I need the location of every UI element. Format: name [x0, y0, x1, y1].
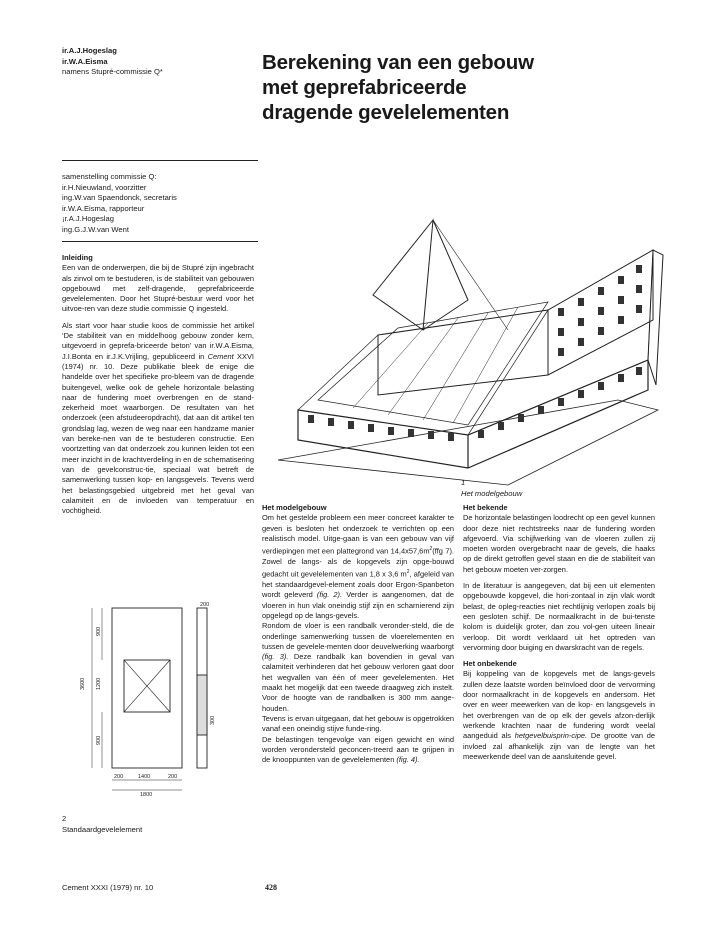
paragraph: Een van de onderwerpen, die bij de Stupré zijn ingebracht als zinvol om te bestuderen, is de stabiliteit van gebouwen opgebouwd met zelf-dragende, geprefabriceerde gevelelementen. Door het Stupré-bestuur werd voor het uitvoe-ren van deze studie commissie Q ingesteld.: [62, 263, 254, 314]
dim-total: 3600: [80, 677, 86, 690]
committee-line: ir.W.A.Eisma, rapporteur: [62, 203, 145, 213]
dim-h1: 900: [96, 626, 102, 636]
committee-line: samenstelling commissie Q:: [62, 172, 157, 181]
author-name: ir.W.A.Eisma: [62, 56, 108, 66]
section-heading: Het modelgebouw: [262, 503, 327, 512]
journal-footer: Cement XXXI (1979) nr. 10: [62, 883, 154, 892]
author-block: [62, 46, 163, 78]
title-line: dragende gevelelementen: [262, 101, 510, 124]
paragraph: De belastingen tengevolge van eigen gewicht en wind worden verondersteld geconcen-treerd aan te grijpen in de knooppunten van de gevelelementen (fig. 4).: [262, 734, 454, 765]
section-bekende-onbekende: [463, 503, 655, 768]
committee-line: ir.H.Nieuwland, voorzitter: [62, 182, 147, 192]
title-line: met geprefabriceerde: [262, 76, 467, 99]
committee-list: [62, 172, 177, 235]
dim-b1: 200: [114, 774, 124, 780]
section-modelgebouw: [262, 503, 454, 765]
figure-2-element-drawing: [62, 600, 252, 800]
section-heading: Inleiding: [62, 253, 93, 262]
paragraph: De horizontale belastingen loodrecht op een gevel kunnen door deze niet rechtstreeks naar de fundering worden afgevoerd. Via schijfwerking van de vloeren zullen zij moeten worden overgebracht naar de gevels, die haaks op de direkt getroffen gevel staan en die de stabiliteit van het gebouw moeten ver-zorgen.: [463, 513, 655, 574]
dim-h2: 1200: [96, 677, 102, 690]
authors-note: namens Stupré-commissie Q*: [62, 67, 163, 76]
figure-1-caption: [461, 478, 522, 499]
dim-top: 200: [200, 602, 210, 608]
figure-caption: Het modelgebouw: [461, 488, 523, 498]
divider: [62, 241, 258, 242]
author-name: ir.A.J.Hogeslag: [62, 46, 117, 55]
paragraph: In de literatuur is aangegeven, dat bij een uit elementen opgebouwde kopgevel, die hori-zontaal in zijn vlak wordt belast, de opleg-reacties niet rechtlijnig verlopen zoals bij een gesloten schijf. De normaalkracht in de bui-tenste kolom is duidelijk groter, dan zou vol-gen uiteen lineair verloop. Dit wordt verklaard uit het optreden van vervorming door buiging en dwarskracht van de regels.: [463, 581, 655, 652]
committee-line: ing.W.van Spaendonck, secretaris: [62, 193, 177, 202]
section-inleiding: [62, 253, 254, 522]
divider: [62, 160, 258, 161]
paragraph: Bij koppeling van de kopgevels met de langs-gevels zullen deze laatste worden beïnvloed door de vervorming door normaalkracht in de kopgevels en andersom. Het over en weer meewerken van de kop- en langsgevels in het overbrengen van de op elk der gevels afzon-derlijk werkende krachten naar de fundering wordt veelal aangeduid als hetgevelbuisprin-cipe. De grootte van de invloed zal afhankelijk zijn van de lengte van het meewerkende deel van de aansluitende gevel.: [463, 669, 655, 761]
dim-side: 300: [210, 715, 216, 725]
section-heading: Het bekende: [463, 503, 508, 512]
figure-number: 2: [62, 814, 67, 823]
dim-btot: 1800: [140, 792, 153, 798]
title-line: Berekening van een gebouw: [262, 51, 534, 74]
section-heading: Het onbekende: [463, 659, 517, 669]
figure-2-caption: [62, 814, 142, 835]
paragraph: Rondom de vloer is een randbalk veronder-steld, die de onderlinge samenwerking tussen de vloerelementen en tussen de gevelele-menten door deuvelwerking waarborgt (fig. 3). Deze randbalk kan bovendien in geval van calamiteit verhinderen dat het gebouw verloren gaat door het wegvallen van één of meer gevelelementen. Het maakt het mogelijk dat een tweede draagweg zich instelt. Voor de hoogte van de randbalken is 300 mm aange-houden.: [262, 621, 454, 713]
paragraph: Als start voor haar studie koos de commissie het artikel ‘De stabiliteit van en middelhoog gebouw zonder kern, uitgevoerd in geprefa-briceerde beton’ van ir.W.A.Eisma, J.I.Bonta en ir.J.K.Vrijling, gepubliceerd in Cement XXVI (1974) nr. 10. Deze publikatie bleek de enige die handelde over het specifieke pro-bleem van de dragende buitengevel, welke ook de gehele horizontale belasting naar de fundering moet overbrengen en de stand-zekerheid moet waarborgen. De resultaten van het onderzoek (een afstudeeropdracht), dat aan dit artikel ten grondslag lag, wezen de weg naar een handzame manier van bereke-nen van de te bestuderen constructie. Een voortzetting van dat onderzoek zou kunnen leiden tot een meer inzicht in de krachtverdeling in en de schematisering van de gevelconstruc-tie, speciaal wat betreft de samenwerking tussen kop- en langsgevels. Tevens werd het belastingsgebied uitgebreid met het geval van calamiteit en de invloeden van temperatuur en vochtigheid.: [62, 320, 255, 516]
figure-1-building-drawing: [258, 210, 678, 490]
dim-b2: 1400: [138, 774, 151, 780]
dim-h3: 900: [96, 735, 102, 745]
committee-line: ¡r.A.J.Hogeslag: [62, 214, 114, 223]
article-title: [262, 50, 682, 125]
paragraph: Tevens is ervan uitgegaan, dat het gebouw is opgetrokken vanaf een oneindig stijve funde-ring.: [262, 713, 454, 734]
paragraph: Om het gestelde probleem een meer concreet karakter te geven is besloten het onderzoek te verrichten op een realistisch model. Uitge-gaan is van een gebouw van vijf verdiepingen met een plattegrond van $14,4x57,6m^2(ffg$ 7). Zowel de langs- als de kopgevels zijn opge-bouwd gedacht uit gevelelementen van 1,8 x 3,6 $m^2$, afgeleid van het standaardgevel-element zoals door Ergon-Spanbeton wordt geleverd (fig. 2). Verder is aangenomen, dat de vloeren in hun vlak oneindig stijf zijn en scharnierend zijn opgelegd op de langs-gevels.: [262, 513, 455, 620]
committee-line: ing.G.J.W.van Went: [62, 224, 129, 234]
figure-number: 1: [461, 478, 466, 487]
page-number: 428: [265, 883, 277, 892]
figure-caption: Standaardgevelelement: [62, 824, 143, 834]
dim-b3: 200: [168, 774, 178, 780]
